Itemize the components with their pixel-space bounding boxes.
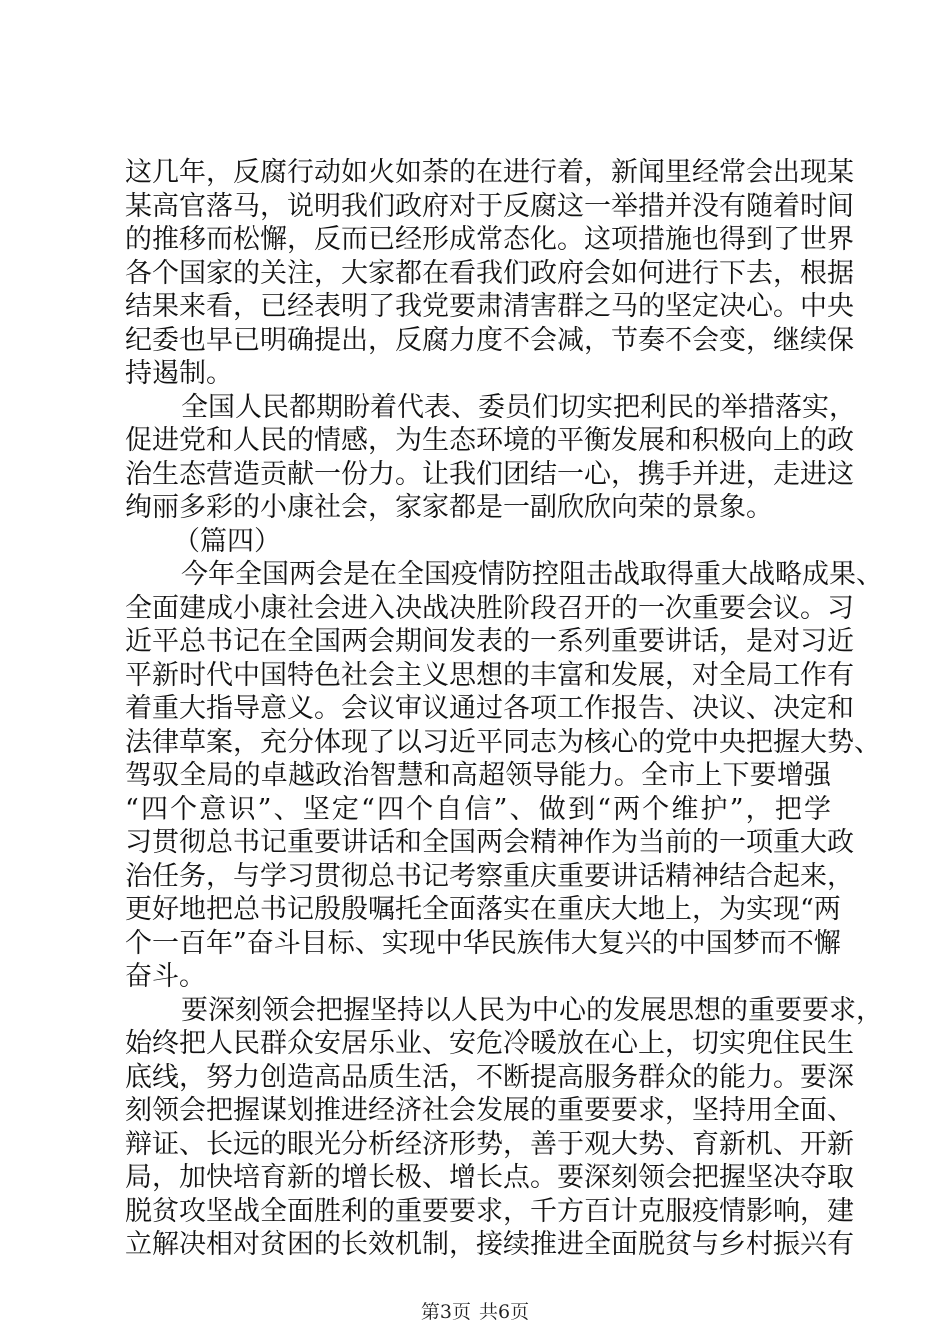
text-line: 更好地把总书记殷殷嘱托全面落实在重庆大地上，为实现“两 (125, 894, 841, 925)
text-line: 的推移而松懈，反而已经形成常态化。这项措施也得到了世界 (125, 224, 854, 255)
text-line: 要深刻领会把握坚持以人民为中心的发展思想的重要要求， (181, 994, 883, 1026)
text-line: 始终把人民群众安居乐业、安危冷暖放在心上，切实兜住民生 (125, 1028, 854, 1059)
text-line: 辩证、长远的眼光分析经济形势，善于观大势、育新机、开新 (125, 1128, 854, 1160)
page-footer (0, 1297, 950, 1324)
text-line: 平新时代中国特色社会主义思想的丰富和发展，对全局工作有 (125, 659, 854, 691)
text-line: 绚丽多彩的小康社会，家家都是一副欣欣向荣的景象。 (125, 492, 773, 523)
text-line: 这几年，反腐行动如火如荼的在进行着，新闻里经常会出现某 (125, 157, 854, 188)
text-line: “四个意识”、坚定“四个自信”、做到“两个维护”，把学 (125, 793, 831, 825)
text-line: 持遏制。 (125, 358, 233, 389)
text-line: 奋斗。 (125, 961, 206, 992)
text-line: 各个国家的关注，大家都在看我们政府会如何进行下去，根据 (125, 257, 854, 289)
text-line: 结果来看，已经表明了我党要肃清害群之马的坚定决心。中央 (125, 291, 854, 322)
text-line: 着重大指导意义。会议审议通过各项工作报告、决议、决定和 (125, 693, 854, 724)
text-line: 立解决相对贫困的长效机制，接续推进全面脱贫与乡村振兴有 (125, 1229, 854, 1260)
text-line: 治任务，与学习贯彻总书记考察重庆重要讲话精神结合起来， (125, 860, 854, 892)
text-line: 底线，努力创造高品质生活，不断提高服务群众的能力。要深 (125, 1061, 854, 1093)
section-heading: （篇四） (173, 525, 281, 557)
text-line: 今年全国两会是在全国疫情防控阻击战取得重大战略成果、 (181, 559, 883, 590)
text-line: 刻领会把握谋划推进经济社会发展的重要要求，坚持用全面、 (125, 1095, 854, 1126)
page-number: 第3页 (420, 1301, 471, 1323)
text-line: 近平总书记在全国两会期间发表的一系列重要讲话，是对习近 (125, 626, 854, 657)
text-line: 习贯彻总书记重要讲话和全国两会精神作为当前的一项重大政 (125, 827, 854, 858)
document-body (125, 156, 883, 1262)
page-total: 共6页 (479, 1301, 530, 1323)
text-line: 局，加快培育新的增长极、增长点。要深刻领会把握坚决夺取 (125, 1162, 854, 1193)
text-line: 驾驭全局的卓越政治智慧和高超领导能力。全市上下要增强 (125, 760, 831, 791)
text-line: 全面建成小康社会进入决战决胜阶段召开的一次重要会议。习 (125, 592, 854, 624)
text-line: 治生态营造贡献一份力。让我们团结一心，携手并进，走进这 (125, 458, 854, 490)
text-line: 某高官落马，说明我们政府对于反腐这一举措并没有随着时间 (125, 190, 854, 222)
text-line: 个一百年”奋斗目标、实现中华民族伟大复兴的中国梦而不懈 (125, 927, 841, 959)
text-line: 法律草案，充分体现了以习近平同志为核心的党中央把握大势、 (125, 726, 881, 758)
text-line: 促进党和人民的情感，为生态环境的平衡发展和积极向上的政 (125, 425, 854, 456)
text-line: 脱贫攻坚战全面胜利的重要要求，千方百计克服疫情影响，建 (125, 1195, 854, 1227)
text-line: 纪委也早已明确提出，反腐力度不会减，节奏不会变，继续保 (125, 324, 854, 356)
text-line: 全国人民都期盼着代表、委员们切实把利民的举措落实， (181, 391, 856, 423)
